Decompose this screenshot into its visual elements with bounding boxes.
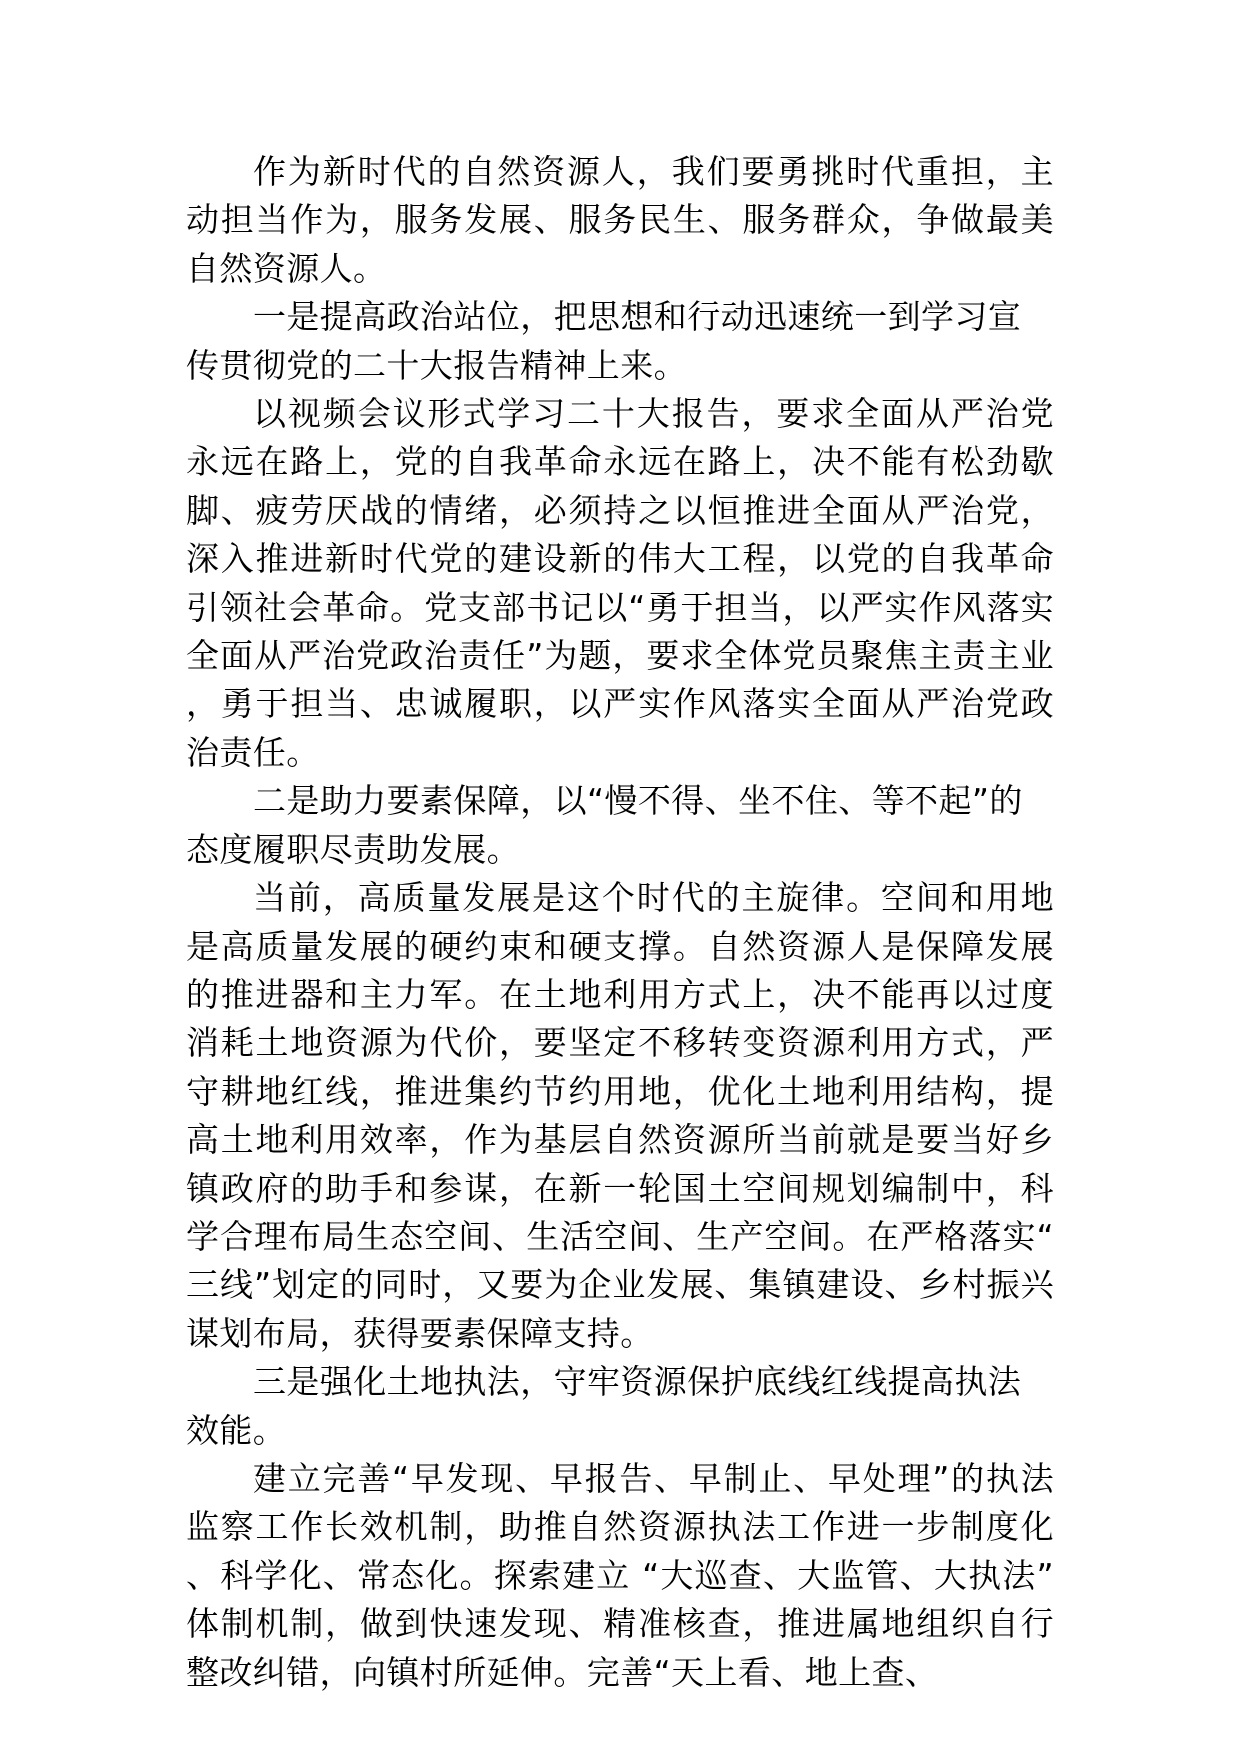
- document-body: [186, 148, 1054, 1697]
- paragraph-section-3: 建立完善“早发现、早报告、早制止、早处理”的执法监察工作长效机制，助推自然资源执法工作进一步制度化、科学化、常态化。探索建立 “大巡查、大监管、大执法”体制机制，做到快速发现、精准核查，推进属地组织自行整改纠错，向镇村所延伸。完善“天上看、地上查、: [186, 1458, 1054, 1692]
- section-heading-1: 一是提高政治站位，把思想和行动迅速统一到学习宣传贯彻党的二十大报告精神上来。: [186, 297, 1022, 385]
- paragraph-section-2: 当前，高质量发展是这个时代的主旋律。空间和用地是高质量发展的硬约束和硬支撑。自然资源人是保障发展的推进器和主力军。在土地利用方式上，决不能再以过度消耗土地资源为代价，要坚定不移转变资源利用方式，严守耕地红线，推进集约节约用地，优化土地利用结构，提高土地利用效率，作为基层自然资源所当前就是要当好乡镇政府的助手和参谋，在新一轮国土空间规划编制中，科学合理布局生态空间、生活空间、生产空间。在严格落实“三线”划定的同时，又要为企业发展、集镇建设、乡村振兴谋划布局，获得要素保障支持。: [186, 878, 1054, 1353]
- paragraph-section-1: 以视频会议形式学习二十大报告，要求全面从严治党永远在路上，党的自我革命永远在路上，决不能有松劲歇脚、疲劳厌战的情绪，必须持之以恒推进全面从严治党，深入推进新时代党的建设新的伟大工程，以党的自我革命引领社会革命。党支部书记以“勇于担当，以严实作风落实全面从严治党政治责任”为题，要求全体党员聚焦主责主业，勇于担当、忠诚履职，以严实作风落实全面从严治党政治责任。: [186, 394, 1054, 772]
- section-heading-3: 三是强化土地执法，守牢资源保护底线红线提高执法效能。: [186, 1362, 1022, 1450]
- paragraph-intro: 作为新时代的自然资源人，我们要勇挑时代重担，主动担当作为，服务发展、服务民生、服务群众，争做最美自然资源人。: [186, 152, 1054, 288]
- section-heading-2: 二是助力要素保障，以“慢不得、坐不住、等不起”的态度履职尽责助发展。: [186, 781, 1023, 869]
